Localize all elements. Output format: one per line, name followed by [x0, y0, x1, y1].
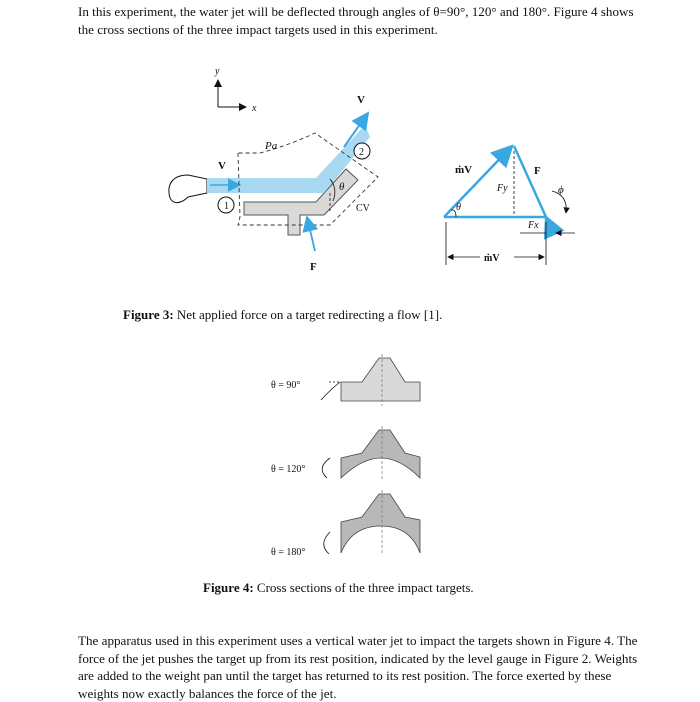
target-90	[271, 354, 420, 406]
angle-90-label: θ = 90°	[271, 380, 301, 391]
station-2-label: 2	[359, 147, 364, 158]
nozzle	[169, 175, 207, 203]
cv-label: CV	[356, 203, 370, 214]
figure4-caption-text: Cross sections of the three impact targets.	[253, 580, 474, 595]
figure3-diagram	[0, 65, 620, 273]
v-in-label: V	[218, 160, 226, 172]
figure4-caption-label: Figure 4:	[203, 580, 254, 595]
figure3-caption-text: Net applied force on a target redirecting a flow [1].	[173, 307, 443, 322]
f-right-label: F	[534, 165, 541, 177]
v-out-label: V	[357, 94, 365, 106]
mv-bottom-label: ṁV	[484, 253, 500, 264]
theta-left-label: θ	[339, 181, 345, 193]
force-label: F	[310, 261, 317, 273]
angle-180-label: θ = 180°	[271, 547, 306, 558]
figure3-caption-label: Figure 3:	[123, 307, 174, 322]
angle-120-label: θ = 120°	[271, 464, 306, 475]
intro-paragraph: In this experiment, the water jet will be deflected through angles of θ=90°, 120° and 180°. Figure 4 shows the cross sections of the three impact targets used in this experiment.	[78, 4, 634, 37]
station-1-label: 1	[224, 201, 229, 212]
y-axis-label: y	[215, 66, 220, 77]
x-axis-label: x	[252, 103, 257, 114]
target-120	[271, 426, 420, 480]
theta-right-label: θ	[456, 202, 461, 213]
force-arrow	[307, 217, 315, 251]
fx-label: Fx	[528, 220, 539, 231]
mv-top-label: ṁV	[455, 164, 473, 176]
fy-label: Fy	[497, 183, 508, 194]
phi-label: ϕ	[558, 184, 564, 196]
figure4-diagram	[0, 350, 700, 570]
coordinate-axes	[214, 66, 257, 114]
outro-paragraph: The apparatus used in this experiment uses a vertical water jet to impact the targets shown in Figure 4. The force of the jet pushes the target up from its rest position, indicated by the level gauge in Figure 2. Weights are added to the weight pan until the target has returned to its rest position. The force exerted by these weights now exactly balances the force of the jet.	[78, 633, 638, 701]
target-180	[271, 490, 420, 558]
figure4-caption	[203, 580, 474, 596]
figure3-caption	[123, 307, 442, 323]
pa-label: Pa	[265, 140, 278, 152]
